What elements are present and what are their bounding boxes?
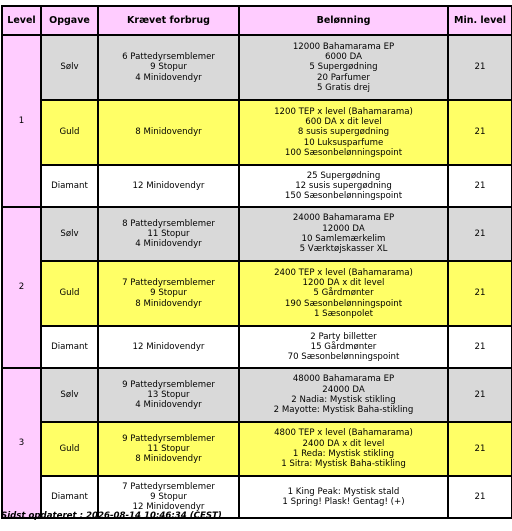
required-item: 8 Minidovendyr bbox=[135, 454, 202, 465]
required-cell bbox=[99, 101, 238, 164]
task-cell: Sølv bbox=[42, 208, 97, 260]
reward-item: 24000 DA bbox=[322, 384, 365, 395]
reward-item: 10 Samlemærkelim bbox=[301, 234, 386, 244]
task-cell: Sølv bbox=[42, 369, 97, 421]
required-item: 8 Pattedyrsemblemer bbox=[122, 218, 215, 229]
reward-item: 12 susis supergødning bbox=[295, 180, 392, 191]
reward-item: 2 Mayotte: Mystisk Baha-stikling bbox=[273, 405, 414, 416]
reward-cell bbox=[240, 262, 447, 325]
reward-cell bbox=[240, 423, 447, 475]
reward-item: 2 Nadia: Mystisk stikling bbox=[291, 395, 396, 405]
min-level-cell: 21 bbox=[449, 208, 511, 260]
reward-item: 24000 Bahamarama EP bbox=[292, 213, 395, 224]
min-level-cell: 21 bbox=[449, 369, 511, 421]
required-cell bbox=[99, 423, 238, 475]
table-row bbox=[3, 208, 511, 260]
reward-item: 25 Supergødning bbox=[306, 170, 381, 181]
required-item: 9 Stopur bbox=[150, 491, 187, 502]
task-cell: Guld bbox=[42, 423, 97, 475]
reward-item: 1200 TEP x level (Bahamarama) bbox=[274, 106, 413, 117]
reward-item: 12000 Bahamarama EP bbox=[292, 41, 395, 52]
min-level-cell: 21 bbox=[449, 166, 511, 206]
reward-cell bbox=[240, 477, 447, 517]
table-row bbox=[3, 36, 511, 99]
reward-item: 1 Spring! Plask! Gentag! (+) bbox=[282, 497, 405, 507]
reward-item: 1 Sæsonpolet bbox=[313, 308, 374, 319]
required-cell bbox=[99, 369, 238, 421]
task-cell: Diamant bbox=[42, 327, 97, 367]
required-item: 8 Minidovendyr bbox=[135, 127, 202, 138]
table-row bbox=[3, 166, 511, 206]
header-level: Level bbox=[3, 7, 40, 34]
required-item: 7 Pattedyrsemblemer bbox=[122, 278, 215, 289]
reward-item: 190 Sæsonbelønningspoint bbox=[284, 298, 403, 309]
reward-cell bbox=[240, 327, 447, 367]
reward-cell bbox=[240, 166, 447, 206]
required-item: 4 Minidovendyr bbox=[135, 72, 202, 83]
reward-item: 2400 TEP x level (Bahamarama) bbox=[274, 267, 413, 278]
table-row bbox=[3, 369, 511, 421]
reward-item: 2400 DA x dit level bbox=[302, 438, 385, 449]
min-level-cell: 21 bbox=[449, 36, 511, 99]
required-item: 6 Pattedyrsemblemer bbox=[122, 52, 215, 63]
required-item: 9 Stopur bbox=[150, 288, 187, 299]
task-cell: Sølv bbox=[42, 36, 97, 99]
required-item: 9 Stopur bbox=[150, 62, 187, 73]
required-cell bbox=[99, 262, 238, 325]
required-item: 7 Pattedyrsemblemer bbox=[122, 481, 215, 492]
header-required: Krævet forbrug bbox=[99, 7, 238, 34]
header-task: Opgave bbox=[42, 7, 97, 34]
reward-item: 6000 DA bbox=[325, 52, 362, 63]
reward-item: 1200 DA x dit level bbox=[302, 278, 385, 289]
table-row bbox=[3, 262, 511, 325]
reward-cell bbox=[240, 369, 447, 421]
header-reward: Belønning bbox=[240, 7, 447, 34]
task-cell: Diamant bbox=[42, 166, 97, 206]
required-item: 9 Pattedyrsemblemer bbox=[122, 379, 215, 390]
rewards-table bbox=[1, 5, 512, 519]
reward-item: 4800 TEP x level (Bahamarama) bbox=[274, 428, 413, 439]
reward-item: 1 Sitra: Mystisk Baha-stikling bbox=[281, 459, 406, 470]
level-cell: 3 bbox=[3, 369, 40, 517]
task-cell: Diamant bbox=[42, 477, 97, 517]
required-cell bbox=[99, 36, 238, 99]
reward-item: 100 Sæsonbelønningspoint bbox=[284, 147, 403, 158]
reward-item: 5 Værktøjskasser XL bbox=[299, 244, 388, 255]
min-level-cell: 21 bbox=[449, 477, 511, 517]
reward-item: 48000 Bahamarama EP bbox=[292, 374, 395, 385]
task-cell: Guld bbox=[42, 262, 97, 325]
last-updated: Sidst opdateret : 2026-08-14 10:46:34 (CEST) bbox=[1, 511, 222, 521]
reward-item: 600 DA x dit level bbox=[305, 117, 382, 128]
min-level-cell: 21 bbox=[449, 101, 511, 164]
min-level-cell: 21 bbox=[449, 423, 511, 475]
reward-item: 20 Parfumer bbox=[317, 72, 370, 83]
reward-item: 5 Gratis drej bbox=[316, 82, 371, 93]
reward-item: 10 Luksusparfume bbox=[303, 137, 384, 148]
level-cell: 1 bbox=[3, 36, 40, 206]
required-item: 12 Minidovendyr bbox=[132, 180, 205, 191]
reward-item: 8 susis supergødning bbox=[297, 127, 390, 138]
reward-item: 5 Gårdmønter bbox=[313, 288, 374, 299]
table-row bbox=[3, 101, 511, 164]
min-level-cell: 21 bbox=[449, 262, 511, 325]
required-item: 4 Minidovendyr bbox=[135, 239, 202, 250]
reward-item: 70 Sæsonbelønningspoint bbox=[287, 352, 400, 363]
table-row bbox=[3, 327, 511, 367]
reward-item: 5 Supergødning bbox=[309, 62, 378, 73]
header-row bbox=[3, 7, 511, 34]
required-cell bbox=[99, 208, 238, 260]
required-item: 4 Minidovendyr bbox=[135, 400, 202, 411]
reward-cell bbox=[240, 208, 447, 260]
reward-item: 12000 DA bbox=[322, 223, 365, 234]
reward-cell bbox=[240, 36, 447, 99]
reward-cell bbox=[240, 101, 447, 164]
level-cell: 2 bbox=[3, 208, 40, 367]
required-item: 12 Minidovendyr bbox=[132, 502, 205, 513]
table-row bbox=[3, 423, 511, 475]
reward-item: 15 Gårdmønter bbox=[310, 341, 377, 352]
required-cell bbox=[99, 327, 238, 367]
reward-item: 150 Sæsonbelønningspoint bbox=[284, 191, 403, 202]
required-cell bbox=[99, 166, 238, 206]
required-item: 9 Pattedyrsemblemer bbox=[122, 433, 215, 444]
required-item: 11 Stopur bbox=[147, 228, 190, 239]
reward-item: 1 Reda: Mystisk stikling bbox=[292, 449, 395, 459]
required-item: 11 Stopur bbox=[147, 443, 190, 454]
reward-item: 1 King Peak: Mystisk stald bbox=[287, 486, 400, 497]
reward-item: 2 Party billetter bbox=[310, 331, 377, 342]
required-item: 8 Minidovendyr bbox=[135, 298, 202, 309]
required-item: 12 Minidovendyr bbox=[132, 341, 205, 352]
task-cell: Guld bbox=[42, 101, 97, 164]
header-min-level: Min. level bbox=[449, 7, 511, 34]
required-item: 13 Stopur bbox=[147, 389, 190, 400]
min-level-cell: 21 bbox=[449, 327, 511, 367]
